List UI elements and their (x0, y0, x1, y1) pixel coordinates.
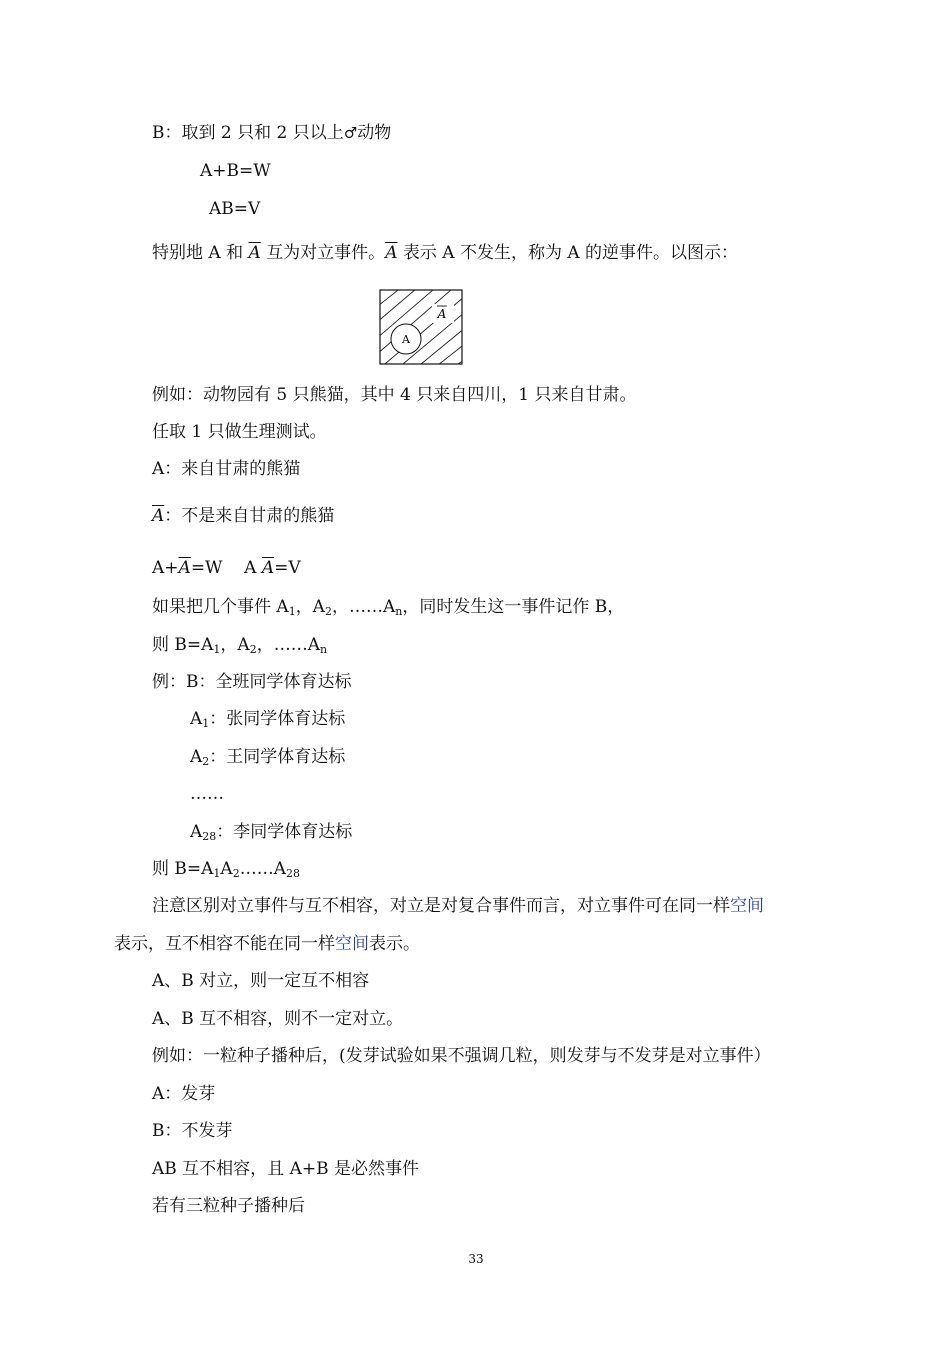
line-note-1: 注意区别对立事件与互不相容，对立是对复合事件而言，对立事件可在同一样空间 (152, 896, 764, 916)
male-symbol: ♂ (343, 124, 358, 142)
page-number: 33 (468, 1252, 484, 1266)
line-ab-exclusive-sum: AB 互不相容，且 A+B 是必然事件 (152, 1159, 419, 1179)
line-take-one: 任取 1 只做生理测试。 (152, 422, 327, 442)
line-b-no-sprout: B：不发芽 (152, 1121, 233, 1141)
line-a1: $A_1$：张同学体育达标 (190, 709, 346, 730)
line-ab-exclusive: A、B 互不相容，则不一定对立。 (152, 1009, 404, 1029)
line-then-b: 则 $B=A_1$，$A_2$，$\dots\dots A_n$ (152, 635, 328, 656)
line-a2: $A_2$：王同学体育达标 (190, 747, 346, 768)
line-special: 特别地 A 和 $\overline{A}$ 互为对立事件。$\overline{A}$ 表示 A 不发生，称为 A 的逆事件。以图示： (152, 243, 739, 263)
circle-label: A (402, 333, 410, 346)
line-product: AB=V (209, 199, 261, 219)
venn-diagram (379, 289, 463, 365)
space-link-2[interactable]: 空间 (335, 934, 369, 954)
line-dots: …… (190, 784, 224, 804)
line-then-b2: 则 $B=A_1A_2\dots\dots A_{28}$ (152, 859, 300, 880)
line-a-sprout: A：发芽 (152, 1084, 216, 1104)
space-link[interactable]: 空间 (730, 896, 764, 916)
line-several-events: 如果把几个事件 $A_1$，$A_2$，$\dots\dots A_n$，同时发生这一事件记作 B， (152, 597, 625, 618)
line-abar-definition: $\overline{A}$：不是来自甘肃的熊猫 (152, 506, 335, 526)
line-sum: A+B=W (200, 161, 271, 181)
line-b-definition: B：取到 2 只和 2 只以上♂动物 (152, 123, 392, 143)
line-seed-example: 例如：一粒种子播种后，(发芽试验如果不强调几粒，则发芽与不发芽是对立事件） (152, 1046, 771, 1066)
line-a28: $A_{28}$：李同学体育达标 (190, 822, 353, 843)
complement-label: A (437, 307, 447, 321)
line-complement-equations: $A+\overline{A}=W$ A $\overline{A}=V$ (152, 558, 301, 578)
line-ab-opposite: A、B 对立，则一定互不相容 (152, 971, 370, 991)
line-example-panda: 例如：动物园有 5 只熊猫，其中 4 只来自四川，1 只来自甘肃。 (152, 385, 637, 405)
line-example-b: 例：B：全班同学体育达标 (152, 672, 352, 692)
line-a-definition: A：来自甘肃的熊猫 (152, 459, 301, 479)
line-three-seeds: 若有三粒种子播种后 (152, 1196, 305, 1216)
line-note-2: 表示，互不相容不能在同一样空间表示。 (114, 934, 420, 954)
